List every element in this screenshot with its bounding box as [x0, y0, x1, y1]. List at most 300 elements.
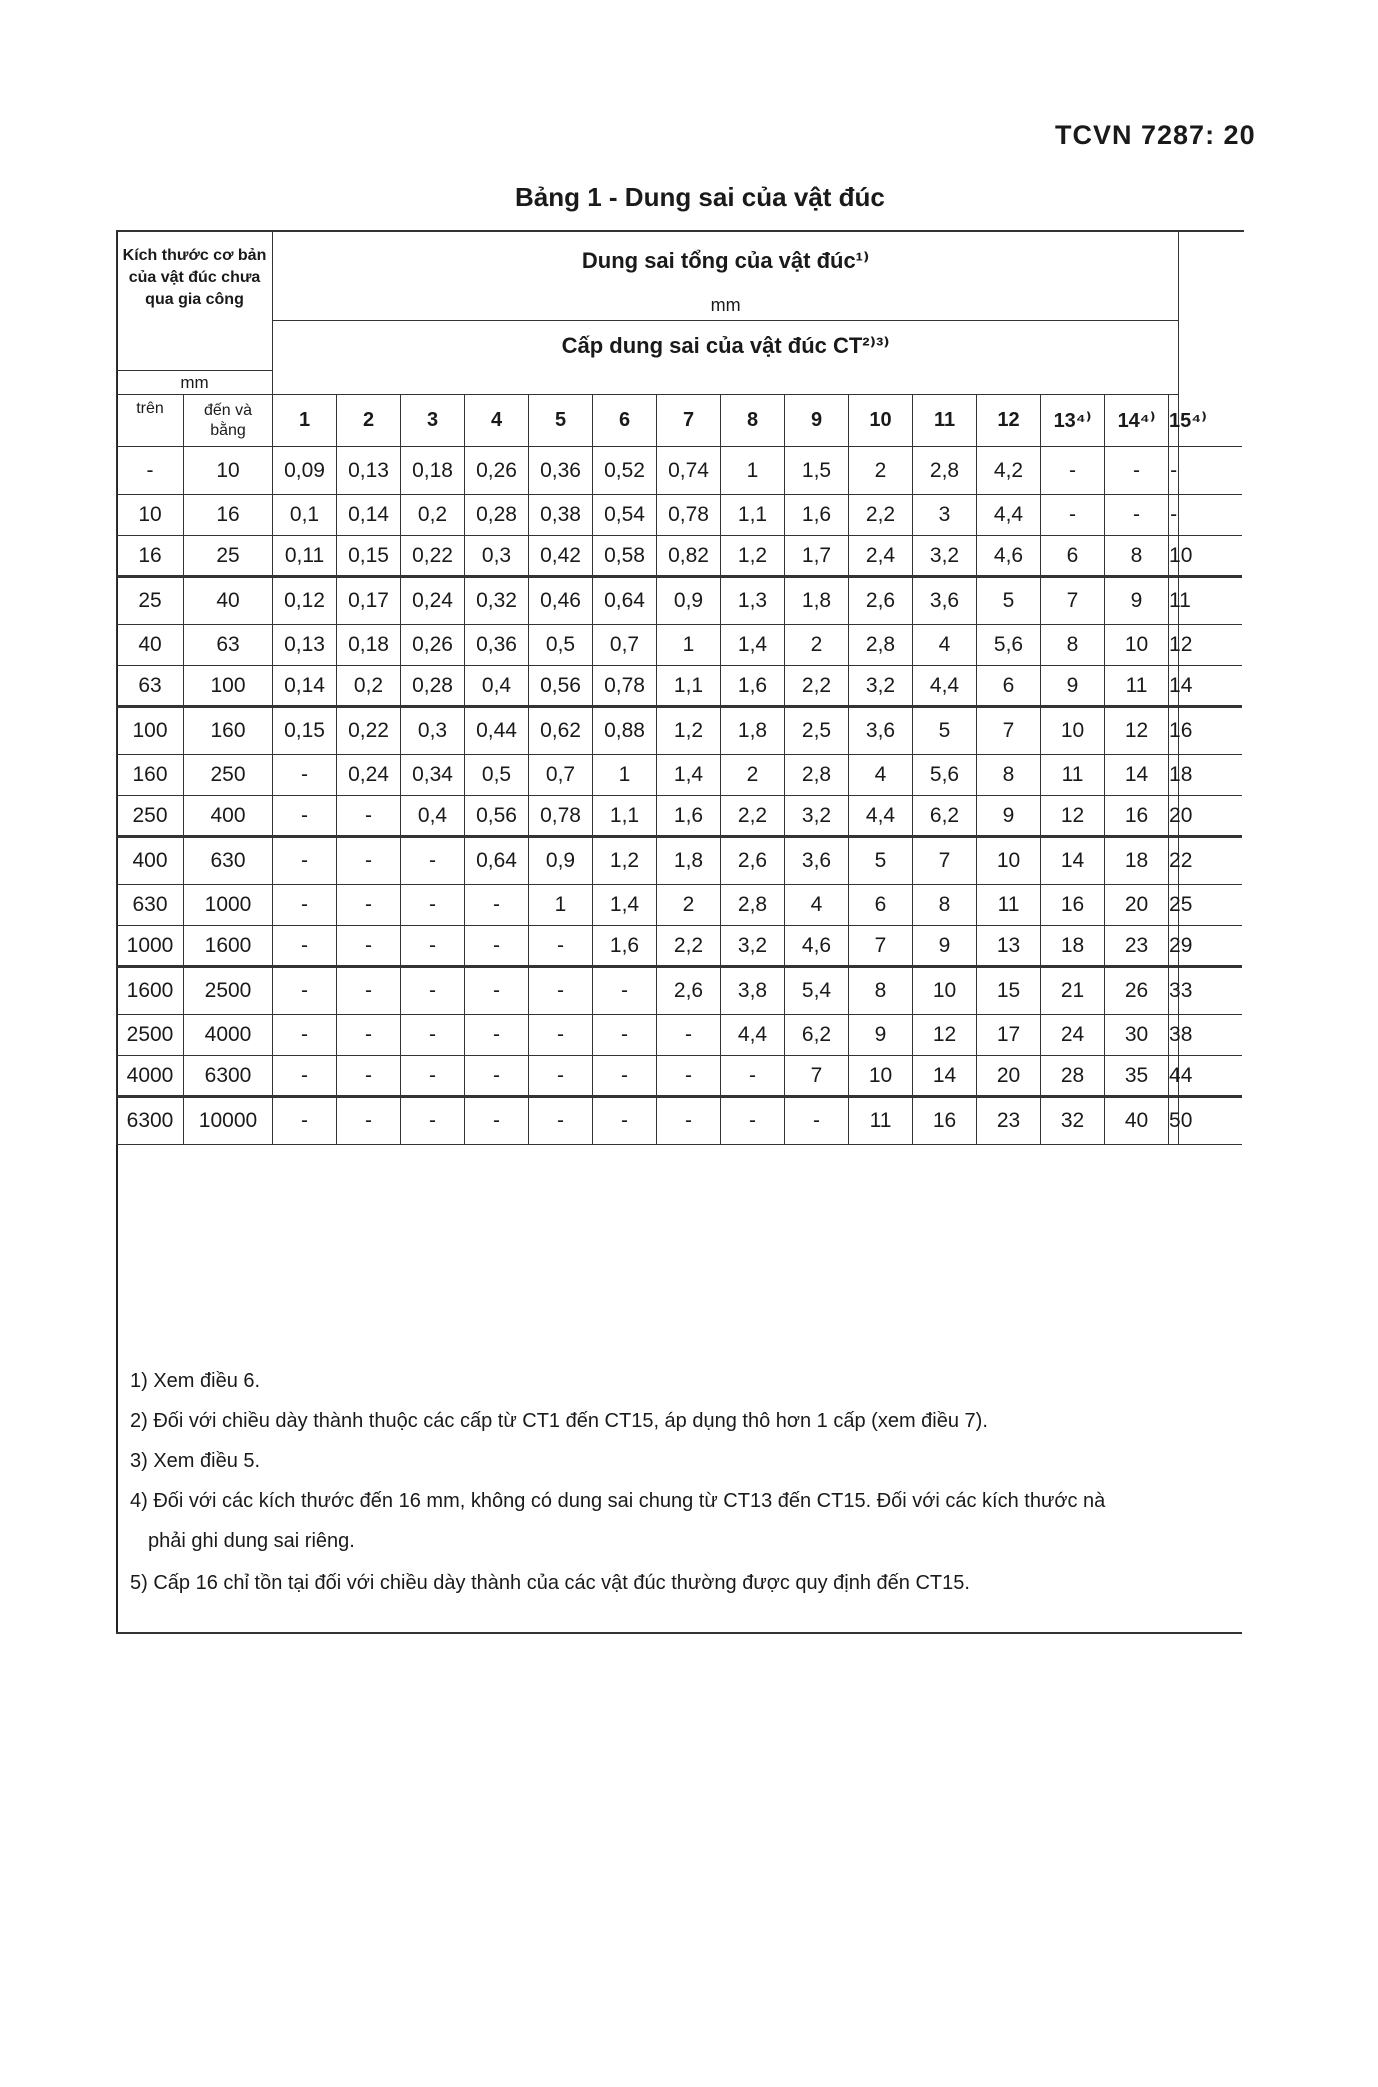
table-body	[117, 231, 1243, 1145]
tolerance-cell: -	[465, 1015, 529, 1056]
left-header-title: Kích thước cơ bản của vật đúc chưa qua gia công	[117, 231, 273, 371]
tolerance-cell: -	[529, 1015, 593, 1056]
tolerance-cell: 24	[1041, 1015, 1105, 1056]
left-header-unit: mm	[117, 371, 273, 395]
tolerance-cell: 40	[1105, 1097, 1169, 1145]
footnote-4: 4) Đối với các kích thước đến 16 mm, không có dung sai chung từ CT13 đến CT15. Đối với các kích thước nà	[130, 1490, 1106, 1512]
tolerance-cell: 1	[593, 755, 657, 796]
tolerance-cell: 13	[977, 926, 1041, 967]
tolerance-cell: -	[337, 1056, 401, 1097]
tolerance-cell: 1,2	[593, 837, 657, 885]
tolerance-cell: 10	[977, 837, 1041, 885]
size-range-cell: -	[117, 447, 184, 495]
tolerance-cell: 0,36	[465, 625, 529, 666]
tolerance-cell: 0,15	[273, 707, 337, 755]
tolerance-cell: 0,56	[529, 666, 593, 707]
tolerance-cell: 0,17	[337, 577, 401, 625]
tolerance-cell: 0,54	[593, 495, 657, 536]
tolerance-cell: 26	[1105, 967, 1169, 1015]
tolerance-cell: -	[273, 885, 337, 926]
tolerance-cell: 11	[1105, 666, 1169, 707]
tolerance-cell: 28	[1041, 1056, 1105, 1097]
tolerance-cell: 0,14	[273, 666, 337, 707]
tolerance-cell: 0,62	[529, 707, 593, 755]
table-row	[117, 1097, 1243, 1145]
tolerance-cell: 3,6	[913, 577, 977, 625]
size-range-cell: 25	[184, 536, 273, 577]
tolerance-cell: 1,1	[593, 796, 657, 837]
tolerance-cell: 0,26	[401, 625, 465, 666]
table-row	[117, 926, 1243, 967]
size-range-cell: 16	[117, 536, 184, 577]
tolerance-cell: 4	[913, 625, 977, 666]
tolerance-cell: -	[401, 967, 465, 1015]
tolerance-cell: 22	[1169, 837, 1179, 885]
tolerance-cell: 1,2	[721, 536, 785, 577]
tolerance-cell: -	[465, 967, 529, 1015]
tolerance-cell: 4,6	[977, 536, 1041, 577]
tolerance-cell: -	[465, 885, 529, 926]
tolerance-cell: 1,1	[657, 666, 721, 707]
tolerance-cell: 0,56	[465, 796, 529, 837]
size-range-cell: 10	[117, 495, 184, 536]
tolerance-cell: 0,58	[593, 536, 657, 577]
tolerance-cell: 1,3	[721, 577, 785, 625]
tolerance-cell: 0,78	[657, 495, 721, 536]
grade-col-header: 6	[593, 395, 657, 447]
tolerance-cell: 2,6	[721, 837, 785, 885]
tolerance-cell: 29	[1169, 926, 1179, 967]
tolerance-cell: 4	[849, 755, 913, 796]
tolerance-cell: 2,5	[785, 707, 849, 755]
tolerance-cell: -	[401, 837, 465, 885]
tolerance-cell: 7	[1041, 577, 1105, 625]
tolerance-cell: 3,6	[849, 707, 913, 755]
grade-col-header: 7	[657, 395, 721, 447]
tolerance-cell: 4,4	[977, 495, 1041, 536]
size-range-cell: 2500	[184, 967, 273, 1015]
grade-col-header: 9	[785, 395, 849, 447]
tolerance-cell: 14	[913, 1056, 977, 1097]
tolerance-cell: 25	[1169, 885, 1179, 926]
tolerance-cell: 0,09	[273, 447, 337, 495]
tolerance-cell: -	[657, 1056, 721, 1097]
tolerance-cell: 1,8	[657, 837, 721, 885]
tolerance-cell: 7	[977, 707, 1041, 755]
tolerance-cell: 0,2	[401, 495, 465, 536]
tolerance-cell: 0,24	[337, 755, 401, 796]
tolerance-cell: 4,4	[849, 796, 913, 837]
tolerance-cell: -	[337, 1015, 401, 1056]
grade-col-header: 1	[273, 395, 337, 447]
tolerance-cell: -	[1169, 447, 1179, 495]
tolerance-cell: 0,88	[593, 707, 657, 755]
tolerance-cell: 2,2	[657, 926, 721, 967]
tolerance-cell: 0,7	[593, 625, 657, 666]
tolerance-cell: 3,2	[849, 666, 913, 707]
tolerance-cell: 12	[1169, 625, 1179, 666]
tolerance-cell: -	[1041, 447, 1105, 495]
col-from-header: trên	[117, 395, 184, 447]
tolerance-cell: -	[529, 1056, 593, 1097]
table-row	[117, 666, 1243, 707]
tolerance-cell: 3,2	[721, 926, 785, 967]
tolerance-cell: 0,46	[529, 577, 593, 625]
col-to-header: đến và bằng	[184, 395, 273, 447]
right-header-unit: mm	[273, 291, 1179, 321]
tolerance-cell: 20	[1105, 885, 1169, 926]
tolerance-cell: 1,6	[593, 926, 657, 967]
tolerance-cell: -	[273, 926, 337, 967]
tolerance-cell: 0,9	[657, 577, 721, 625]
tolerance-cell: 0,74	[657, 447, 721, 495]
tolerance-cell: -	[401, 885, 465, 926]
tolerance-cell: -	[337, 796, 401, 837]
tolerance-cell: 5	[913, 707, 977, 755]
tolerance-cell: -	[337, 885, 401, 926]
tolerance-cell: 0,32	[465, 577, 529, 625]
tolerance-cell: 0,36	[529, 447, 593, 495]
tolerance-cell: -	[273, 796, 337, 837]
tolerance-cell: 5,6	[913, 755, 977, 796]
tolerance-cell: 1,4	[593, 885, 657, 926]
tolerance-cell: 10	[913, 967, 977, 1015]
tolerance-cell: 12	[1041, 796, 1105, 837]
tolerance-cell: 38	[1169, 1015, 1179, 1056]
tolerance-cell: -	[273, 837, 337, 885]
tolerance-cell: -	[337, 926, 401, 967]
tolerance-cell: 20	[977, 1056, 1041, 1097]
grade-col-header: 11	[913, 395, 977, 447]
tolerance-cell: -	[1169, 495, 1179, 536]
tolerance-cell: 0,9	[529, 837, 593, 885]
tolerance-cell: -	[1105, 495, 1169, 536]
tolerance-cell: 0,64	[465, 837, 529, 885]
table-row	[117, 796, 1243, 837]
tolerance-cell: 4,4	[913, 666, 977, 707]
grade-col-header: 4	[465, 395, 529, 447]
tolerance-cell: -	[401, 1097, 465, 1145]
tolerance-cell: 0,52	[593, 447, 657, 495]
tolerance-cell: 0,78	[593, 666, 657, 707]
tolerance-cell: 0,3	[465, 536, 529, 577]
size-range-cell: 1000	[117, 926, 184, 967]
tolerance-cell: 1	[721, 447, 785, 495]
grade-header-spacer	[273, 371, 1179, 395]
tolerance-cell: -	[593, 1097, 657, 1145]
tolerance-cell: -	[401, 926, 465, 967]
tolerance-cell: 20	[1169, 796, 1179, 837]
tolerance-cell: 10	[849, 1056, 913, 1097]
tolerance-cell: -	[529, 1097, 593, 1145]
tolerance-cell: 9	[849, 1015, 913, 1056]
grade-col-header: 15⁴⁾	[1169, 395, 1179, 447]
tolerance-cell: -	[273, 755, 337, 796]
tolerance-cell: 0,18	[401, 447, 465, 495]
footnote-4-continued: phải ghi dung sai riêng.	[148, 1530, 355, 1552]
tolerance-cell: 1	[657, 625, 721, 666]
tolerance-cell: 2	[657, 885, 721, 926]
tolerance-cell: 14	[1105, 755, 1169, 796]
tolerance-cell: 11	[849, 1097, 913, 1145]
size-range-cell: 63	[184, 625, 273, 666]
tolerance-cell: 0,18	[337, 625, 401, 666]
tolerance-cell: 23	[977, 1097, 1041, 1145]
tolerance-cell: 2,2	[849, 495, 913, 536]
tolerance-cell: -	[529, 926, 593, 967]
tolerance-cell: 2,8	[785, 755, 849, 796]
tolerance-cell: 3,2	[785, 796, 849, 837]
tolerance-cell: 11	[1041, 755, 1105, 796]
tolerance-cell: 1,4	[721, 625, 785, 666]
grade-col-header: 5	[529, 395, 593, 447]
tolerance-cell: 16	[1169, 707, 1179, 755]
tolerance-cell: 0,38	[529, 495, 593, 536]
tolerance-cell: 4	[785, 885, 849, 926]
size-range-cell: 1600	[184, 926, 273, 967]
tolerance-cell: 3,2	[913, 536, 977, 577]
size-range-cell: 100	[184, 666, 273, 707]
size-range-cell: 160	[184, 707, 273, 755]
size-range-cell: 16	[184, 495, 273, 536]
size-range-cell: 4000	[184, 1015, 273, 1056]
tolerance-cell: 16	[1041, 885, 1105, 926]
table-row	[117, 536, 1243, 577]
table-row	[117, 837, 1243, 885]
tolerance-cell: 0,7	[529, 755, 593, 796]
tolerance-cell: -	[465, 926, 529, 967]
tolerance-cell: 0,42	[529, 536, 593, 577]
tolerance-cell: 7	[849, 926, 913, 967]
size-range-cell: 400	[184, 796, 273, 837]
tolerance-cell: -	[593, 1056, 657, 1097]
table-row	[117, 707, 1243, 755]
size-range-cell: 2500	[117, 1015, 184, 1056]
tolerance-cell: -	[273, 967, 337, 1015]
tolerance-cell: 8	[977, 755, 1041, 796]
tolerance-cell: 10	[1169, 536, 1179, 577]
tolerance-cell: -	[657, 1097, 721, 1145]
tolerance-cell: 2,4	[849, 536, 913, 577]
tolerance-cell: 0,5	[465, 755, 529, 796]
size-range-cell: 4000	[117, 1056, 184, 1097]
tolerance-cell: 2,6	[849, 577, 913, 625]
grade-col-header: 14⁴⁾	[1105, 395, 1169, 447]
tolerance-cell: 0,14	[337, 495, 401, 536]
tolerance-cell: 11	[977, 885, 1041, 926]
tolerance-cell: 7	[913, 837, 977, 885]
tolerance-cell: 1,8	[721, 707, 785, 755]
table-row	[117, 755, 1243, 796]
tolerance-cell: -	[593, 967, 657, 1015]
tolerance-cell: 1,5	[785, 447, 849, 495]
tolerance-cell: 0,5	[529, 625, 593, 666]
tolerance-cell: 11	[1169, 577, 1179, 625]
tolerance-cell: 17	[977, 1015, 1041, 1056]
tolerance-cell: 3,6	[785, 837, 849, 885]
size-range-cell: 1000	[184, 885, 273, 926]
size-range-cell: 10	[184, 447, 273, 495]
tolerance-cell: 6,2	[913, 796, 977, 837]
tolerance-cell: 14	[1041, 837, 1105, 885]
tolerance-cell: -	[1105, 447, 1169, 495]
footnotes	[116, 1362, 1242, 1634]
tolerance-cell: 8	[1105, 536, 1169, 577]
tolerance-cell: -	[401, 1056, 465, 1097]
tolerance-cell: 6,2	[785, 1015, 849, 1056]
tolerance-cell: 15	[977, 967, 1041, 1015]
tolerance-cell: 0,15	[337, 536, 401, 577]
tolerance-cell: -	[465, 1097, 529, 1145]
size-range-cell: 250	[184, 755, 273, 796]
tolerance-cell: 1,4	[657, 755, 721, 796]
footnote-2: 2) Đối với chiều dày thành thuộc các cấp từ CT1 đến CT15, áp dụng thô hơn 1 cấp (xem điều 7).	[130, 1410, 988, 1432]
tolerance-cell: 0,22	[337, 707, 401, 755]
tolerance-cell: 5,6	[977, 625, 1041, 666]
tolerance-cell: 0,26	[465, 447, 529, 495]
tolerance-cell: 5	[977, 577, 1041, 625]
size-range-cell: 400	[117, 837, 184, 885]
footnote-1: 1) Xem điều 6.	[130, 1370, 261, 1392]
tolerance-cell: 0,22	[401, 536, 465, 577]
grade-col-header: 3	[401, 395, 465, 447]
tolerance-cell: 2	[721, 755, 785, 796]
table-row	[117, 495, 1243, 536]
tolerance-cell: 0,44	[465, 707, 529, 755]
size-range-cell: 100	[117, 707, 184, 755]
size-range-cell: 6300	[184, 1056, 273, 1097]
grade-col-header: 13⁴⁾	[1041, 395, 1105, 447]
tolerance-cell: 16	[913, 1097, 977, 1145]
tolerance-cell: -	[273, 1097, 337, 1145]
tolerance-cell: 6	[977, 666, 1041, 707]
tolerance-cell: 10	[1105, 625, 1169, 666]
tolerance-cell: -	[273, 1015, 337, 1056]
tolerance-cell: -	[529, 967, 593, 1015]
tolerance-cell: 2	[785, 625, 849, 666]
tolerance-cell: 33	[1169, 967, 1179, 1015]
tolerance-cell: 9	[913, 926, 977, 967]
tolerance-cell: 16	[1105, 796, 1169, 837]
tolerance-cell: 2,8	[721, 885, 785, 926]
tolerance-cell: 6	[849, 885, 913, 926]
tolerance-cell: 30	[1105, 1015, 1169, 1056]
tolerance-cell: -	[337, 967, 401, 1015]
table-row	[117, 1015, 1243, 1056]
tolerance-cell: 50	[1169, 1097, 1179, 1145]
right-edge-cell	[1179, 447, 1242, 495]
tolerance-cell: -	[273, 1056, 337, 1097]
table-title: Bảng 1 - Dung sai của vật đúc	[515, 182, 885, 212]
tolerance-cell: 1,6	[657, 796, 721, 837]
tolerance-cell: 7	[785, 1056, 849, 1097]
tolerance-cell: 4,4	[721, 1015, 785, 1056]
tolerance-cell: -	[721, 1097, 785, 1145]
tolerance-cell: 8	[1041, 625, 1105, 666]
size-range-cell: 1600	[117, 967, 184, 1015]
tolerance-cell: 12	[1105, 707, 1169, 755]
footnote-5: 5) Cấp 16 chỉ tồn tại đối với chiều dày thành của các vật đúc thường được quy định đến CT15.	[130, 1572, 970, 1594]
table-row	[117, 447, 1243, 495]
tolerance-cell: 0,13	[337, 447, 401, 495]
tolerance-cell: -	[657, 1015, 721, 1056]
tolerance-cell: -	[1041, 495, 1105, 536]
size-range-cell: 40	[184, 577, 273, 625]
right-header-title: Dung sai tổng của vật đúc¹⁾	[273, 231, 1179, 291]
tolerance-cell: 1,8	[785, 577, 849, 625]
tolerance-table	[116, 230, 1242, 1145]
tolerance-cell: 14	[1169, 666, 1179, 707]
tolerance-cell: 0,24	[401, 577, 465, 625]
footnote-3: 3) Xem điều 5.	[130, 1450, 261, 1472]
tolerance-cell: 0,28	[465, 495, 529, 536]
tolerance-cell: 0,78	[529, 796, 593, 837]
tolerance-cell: 1,2	[657, 707, 721, 755]
tolerance-cell: 0,4	[401, 796, 465, 837]
tolerance-cell: 8	[849, 967, 913, 1015]
tolerance-cell: -	[465, 1056, 529, 1097]
tolerance-cell: -	[721, 1056, 785, 1097]
tolerance-cell: 10	[1041, 707, 1105, 755]
grade-col-header: 8	[721, 395, 785, 447]
table-row	[117, 577, 1243, 625]
tolerance-cell: 1,1	[721, 495, 785, 536]
tolerance-cell: 8	[913, 885, 977, 926]
size-range-cell: 250	[117, 796, 184, 837]
tolerance-cell: 3,8	[721, 967, 785, 1015]
tolerance-cell: 0,11	[273, 536, 337, 577]
size-range-cell: 25	[117, 577, 184, 625]
size-range-cell: 6300	[117, 1097, 184, 1145]
tolerance-cell: -	[785, 1097, 849, 1145]
grade-header: Cấp dung sai của vật đúc CT²⁾³⁾	[273, 321, 1179, 371]
tolerance-cell: 1	[529, 885, 593, 926]
tolerance-cell: 9	[1105, 577, 1169, 625]
tolerance-cell: -	[337, 1097, 401, 1145]
tolerance-cell: 9	[977, 796, 1041, 837]
tolerance-cell: 44	[1169, 1056, 1179, 1097]
tolerance-cell: 6	[1041, 536, 1105, 577]
tolerance-cell: 5,4	[785, 967, 849, 1015]
table-row	[117, 1056, 1243, 1097]
tolerance-cell: 23	[1105, 926, 1169, 967]
tolerance-cell: 18	[1041, 926, 1105, 967]
tolerance-cell: -	[401, 1015, 465, 1056]
tolerance-cell: 2,8	[849, 625, 913, 666]
tolerance-cell: 1,7	[785, 536, 849, 577]
size-range-cell: 10000	[184, 1097, 273, 1145]
table-row	[117, 885, 1243, 926]
size-range-cell: 160	[117, 755, 184, 796]
tolerance-cell: 0,4	[465, 666, 529, 707]
grade-col-header: 2	[337, 395, 401, 447]
tolerance-cell: -	[337, 837, 401, 885]
tolerance-cell: 3	[913, 495, 977, 536]
tolerance-cell: 0,12	[273, 577, 337, 625]
tolerance-cell: 1,6	[785, 495, 849, 536]
size-range-cell: 63	[117, 666, 184, 707]
tolerance-cell: 2,6	[657, 967, 721, 1015]
size-range-cell: 630	[184, 837, 273, 885]
tolerance-cell: 0,64	[593, 577, 657, 625]
tolerance-cell: 35	[1105, 1056, 1169, 1097]
grade-col-header: 12	[977, 395, 1041, 447]
tolerance-cell: 2	[849, 447, 913, 495]
tolerance-cell: 0,82	[657, 536, 721, 577]
tolerance-cell: 1,6	[721, 666, 785, 707]
tolerance-cell: 0,28	[401, 666, 465, 707]
tolerance-cell: 5	[849, 837, 913, 885]
